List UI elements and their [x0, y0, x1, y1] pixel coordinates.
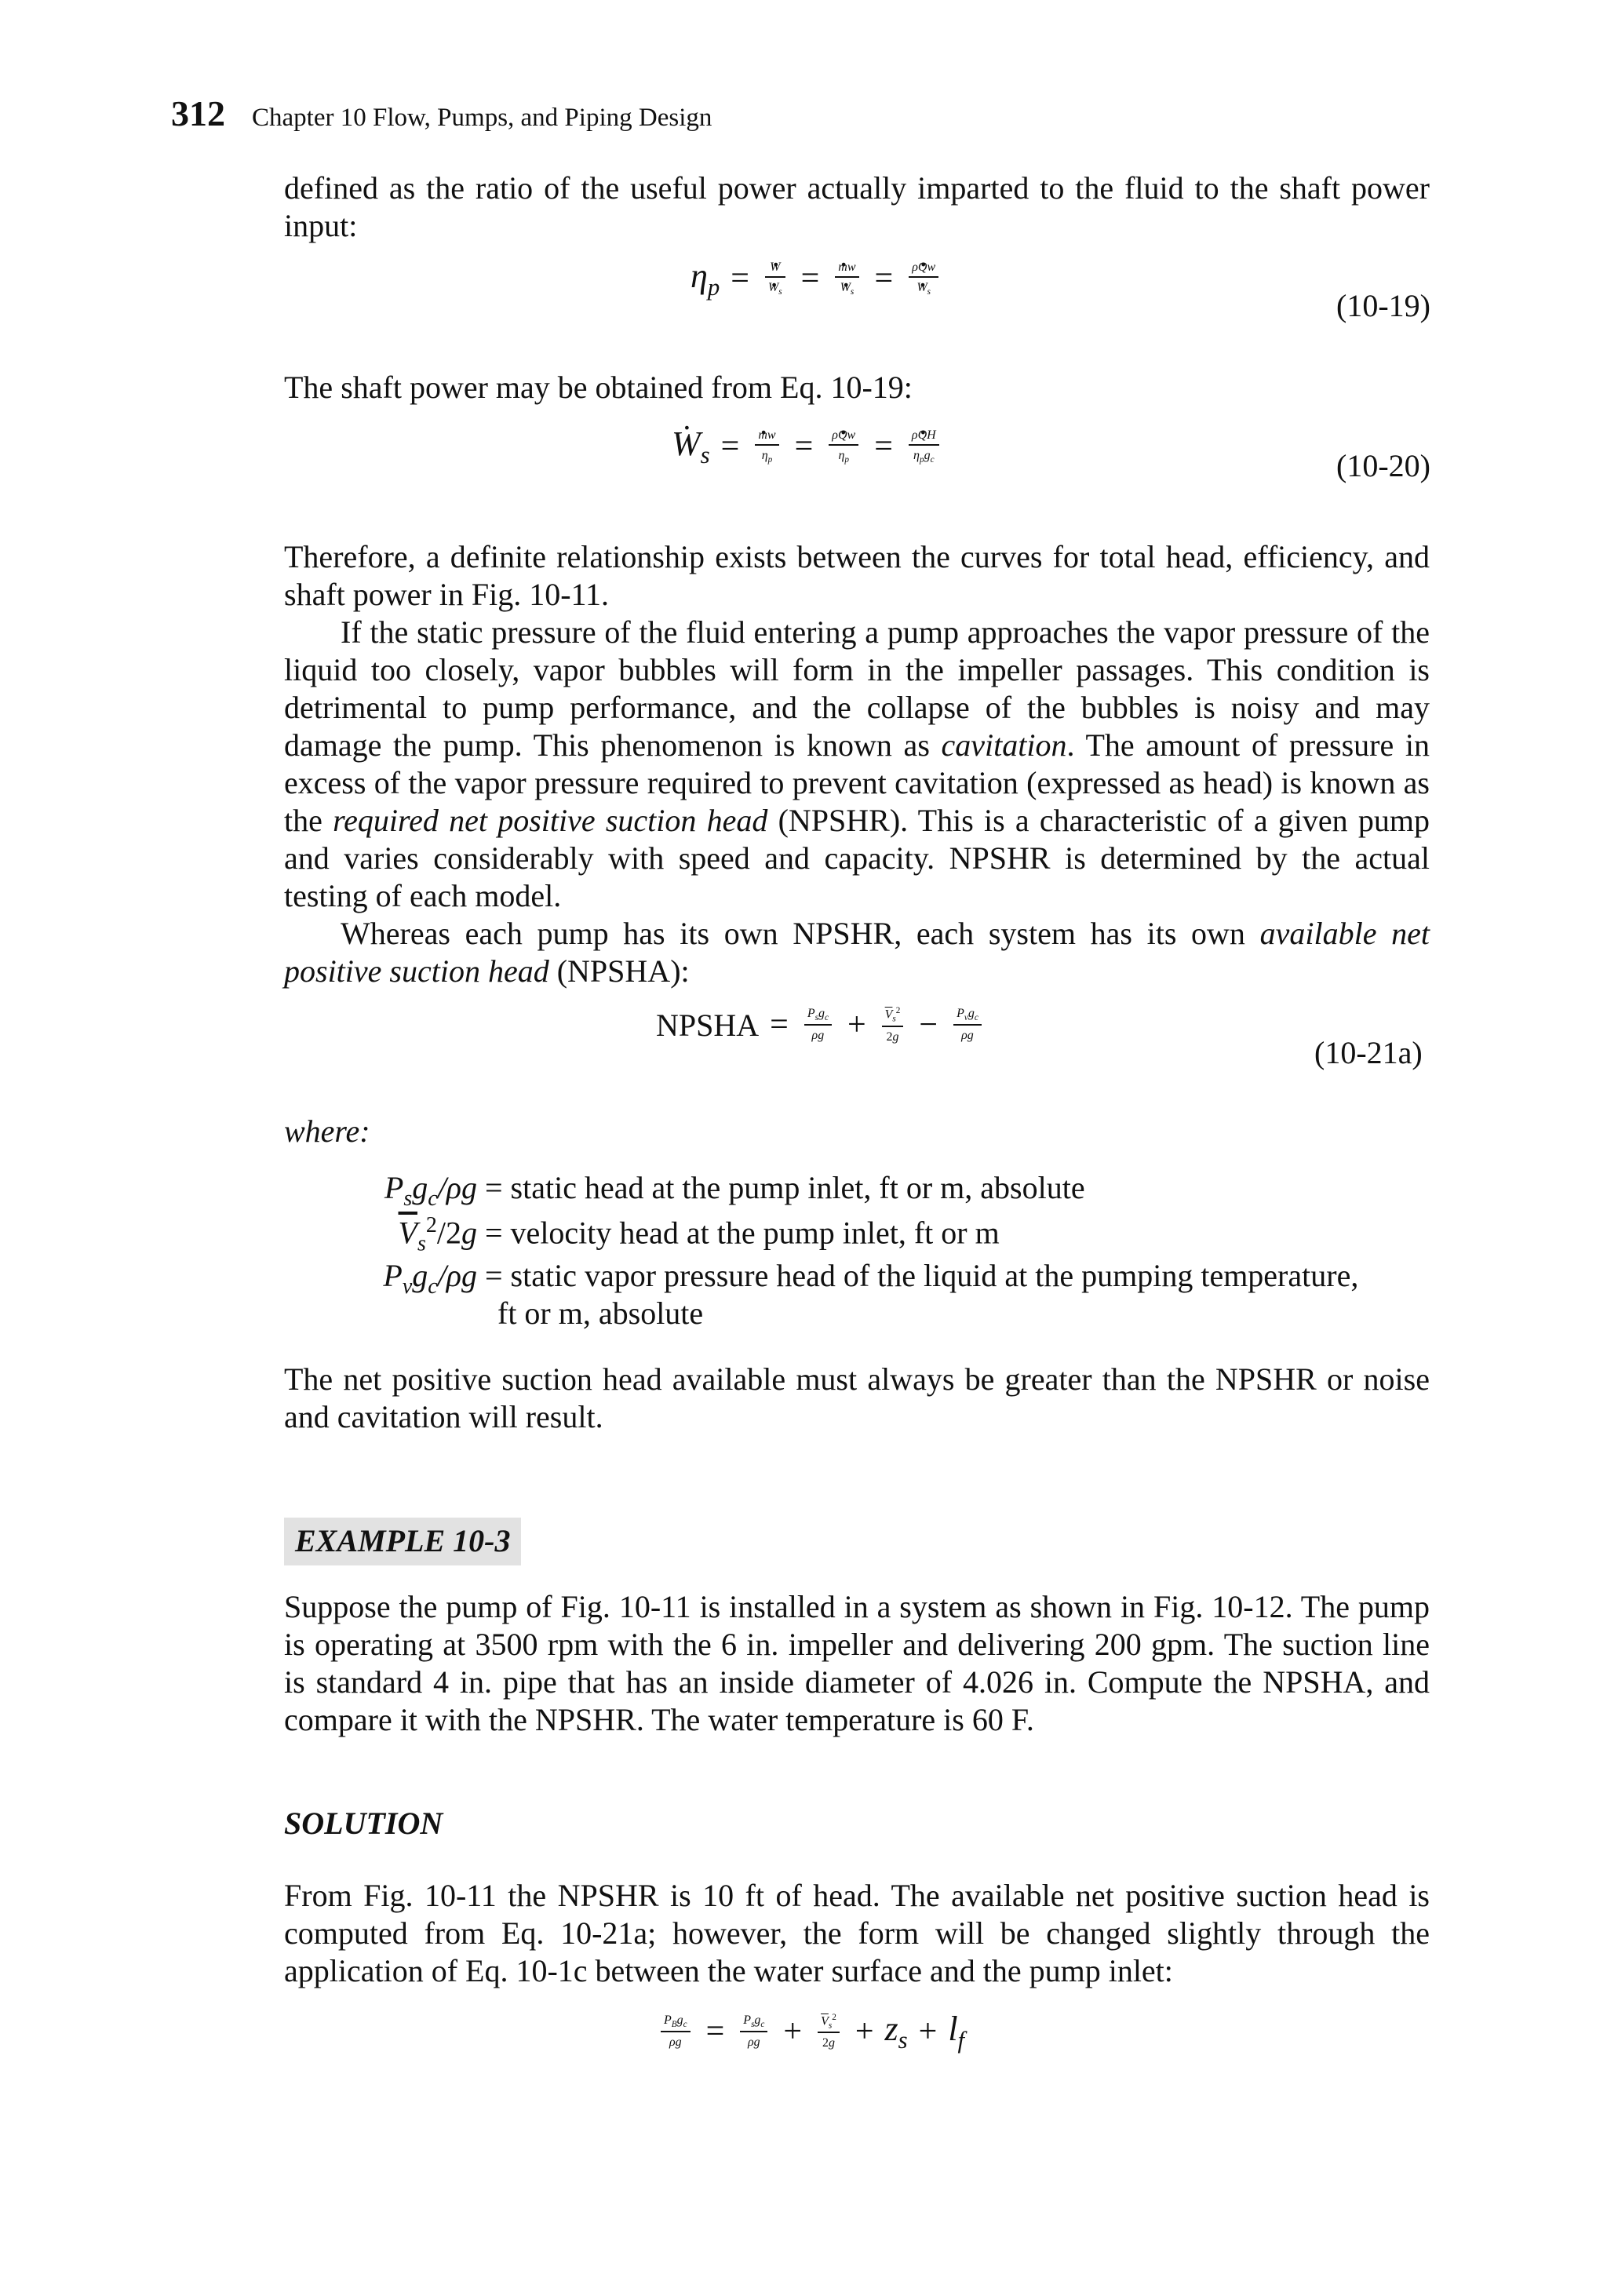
definition-static-head: $P_sg_c/\rho g$ = static head at the pump inlet, ft or m, absolute [384, 1170, 1085, 1211]
paragraph-intro: defined as the ratio of the useful power actually imparted to the fluid to the shaft power input: [284, 170, 1430, 243]
paragraph-cavitation [284, 614, 1430, 915]
paragraph-shaft-power: The shaft power may be obtained from Eq. 10-19: [284, 370, 913, 405]
definition-vapor-pressure-head-text: = static vapor pressure head of the liquid at the pumping temperature, [485, 1258, 1359, 1293]
definition-velocity-head-text: = velocity head at the pump inlet, ft or m [485, 1215, 1000, 1251]
example-title: EXAMPLE 10-3 [295, 1523, 511, 1558]
whereas-text-1: Whereas each pump has its own NPSHR, each system has its own [341, 916, 1260, 951]
term-npshr: required net positive suction head [333, 803, 768, 838]
npsha-symbol: NPSHA [656, 1007, 760, 1043]
definition-velocity-head: $\overline{V}_s^2/2g$ = velocity head at the pump inlet, ft or m [398, 1213, 1000, 1256]
running-header [171, 93, 712, 140]
equation-10-20: W $._s$ = $\frac{m .w}{\eta_p}$ = $\frac{\rho Q .w}{\eta_p}$ = $\frac{\rho Q .H}{\eta_pg_c}$ [672, 424, 944, 469]
solution-text: From Fig. 10-11 the NPSHR is 10 ft of head. The available net positive suction head is computed from Eq. 10-21a; however, the form will be changed slightly through the application of Eq. 10-1c between the water surface and the pump inlet: [284, 1878, 1430, 1988]
term-cavitation: cavitation [941, 727, 1067, 763]
equation-10-19: $\eta_p$ = $\frac{W .}{W ._s}$ = $\frac{m .w}{W ._s}$ = $\frac{\rho Q .w}{W ._s}$ [691, 256, 943, 301]
page-number: 312 [171, 93, 225, 133]
where-label: where: [284, 1113, 370, 1149]
paragraph-whereas [284, 915, 1430, 990]
definition-vapor-pressure-head: $P_vg_c/\rho g$ = static vapor pressure head of the liquid at the pumping temperature, [383, 1258, 1359, 1299]
example-text: Suppose the pump of Fig. 10-11 is installed in a system as shown in Fig. 10-12. The pump is operating at 3500 rpm with the 6 in. impeller and delivering 200 gpm. The suction line is standard 4 in. pipe that has an inside diameter of 4.026 in. Compute the NPSHA, and compare it with the NPSHR. The water temperature is 60 F. [284, 1589, 1430, 1737]
definition-static-head-text: = static head at the pump inlet, ft or m, absolute [485, 1170, 1085, 1205]
whereas-text-2: (NPSHA): [548, 953, 690, 989]
equation-10-21a: NPSHA = $\frac{P_sg_c}{\rho g}$ + $\frac{\overline{V}_s^2}{2g}$ − $\frac{P_vg_c}{\rho g}$ [656, 1006, 986, 1044]
cavitation-text-2: . The amount of pressure in excess of the vapor pressure required to prevent cavitation (expressed as head) is known as the [284, 727, 1430, 838]
example-heading-box [284, 1518, 521, 1565]
cavitation-text-1: If the static pressure of the fluid entering a pump approaches the vapor pressure of the liquid too closely, vapor bubbles will form in the impeller passages. This condition is detrimental to pump performance, and the collapse of the bubbles is noisy and may damage the pump. This phenomenon is known as [284, 614, 1430, 763]
equation-number-10-19: (10-19) [1336, 288, 1430, 323]
cavitation-text-3: (NPSHR). This is a characteristic of a given pump and varies considerably with speed and capacity. NPSHR is determined by the actual testing of each model. [284, 803, 1430, 913]
equation-number-10-20: (10-20) [1336, 448, 1430, 483]
solution-title: SOLUTION [284, 1806, 443, 1841]
equation-number-10-21a: (10-21a) [1314, 1035, 1423, 1070]
paragraph-therefore: Therefore, a definite relationship exists between the curves for total head, efficiency, and shaft power in Fig. 10-11. [284, 539, 1430, 612]
running-head-title: Chapter 10 Flow, Pumps, and Piping Design [252, 104, 712, 132]
equation-energy-balance: $\frac{P_Bg_c}{\rho g}$ = $\frac{P_sg_c}{\rho g}$ + $\frac{\overline{V}_s^2}{2g}$ + $z_s + l_f$ [656, 2009, 964, 2054]
paragraph-npsh-requirement: The net positive suction head available must always be greater than the NPSHR or noise and cavitation will result. [284, 1361, 1430, 1434]
term-npsha: available net positive suction head [284, 916, 1430, 989]
definition-continuation: ft or m, absolute [497, 1296, 704, 1331]
